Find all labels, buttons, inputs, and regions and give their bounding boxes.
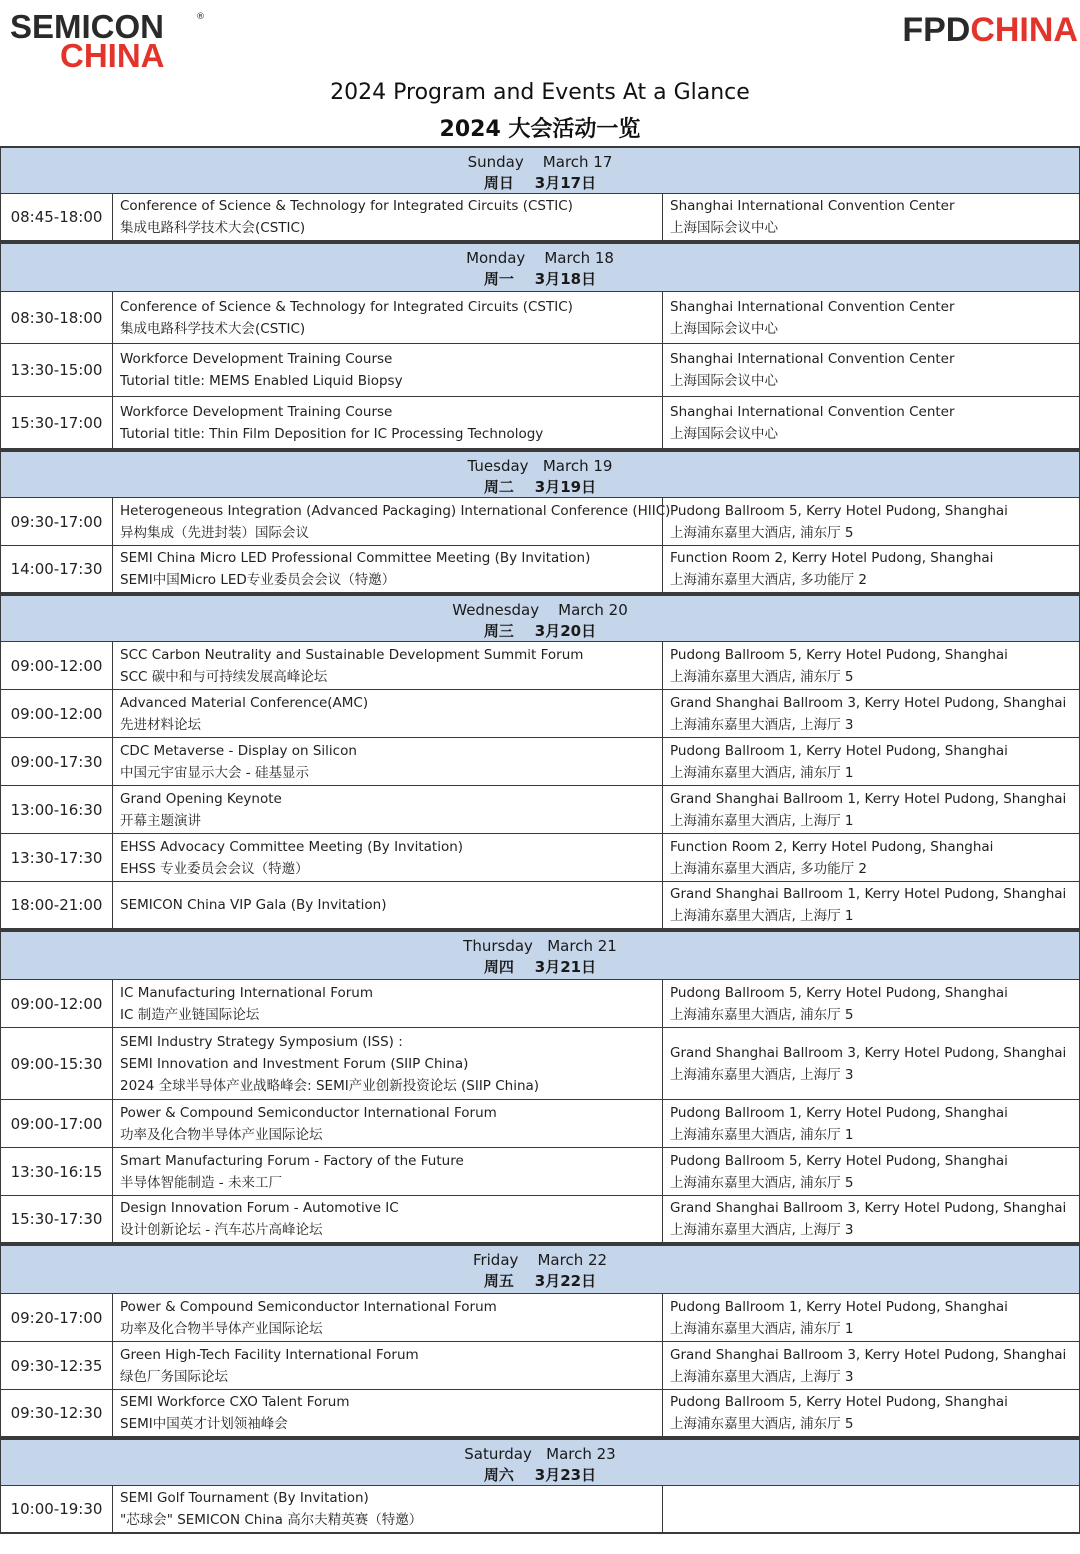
event-time: 09:00-17:00: [1, 1100, 113, 1147]
event-location-line: 上海浦东嘉里大酒店, 浦东厅 1: [670, 1320, 854, 1337]
event-location: [663, 397, 1079, 448]
event-location: [663, 786, 1079, 833]
event-time: 13:30-16:15: [1, 1148, 113, 1195]
event-time: 09:30-12:35: [1, 1342, 113, 1389]
event-row: [0, 1196, 1080, 1244]
day-header: [0, 930, 1080, 980]
event-location-line: Function Room 2, Kerry Hotel Pudong, Shanghai: [670, 550, 994, 566]
event-title-line: CDC Metaverse - Display on Silicon: [120, 742, 357, 759]
event-title-line: 先进材料论坛: [120, 716, 201, 733]
event-row: [0, 498, 1080, 546]
event-row: [0, 1100, 1080, 1148]
event-time: 13:00-16:30: [1, 786, 113, 833]
event-title-line: SCC 碳中和与可持续发展高峰论坛: [120, 668, 328, 685]
event-location: [663, 1390, 1079, 1436]
event-title-line: SEMICON China VIP Gala (By Invitation): [120, 897, 387, 913]
event-location-line: Grand Shanghai Ballroom 1, Kerry Hotel Pudong, Shanghai: [670, 886, 1067, 902]
event-location-line: Pudong Ballroom 5, Kerry Hotel Pudong, Shanghai: [670, 1394, 1008, 1410]
event-location-line: Pudong Ballroom 1, Kerry Hotel Pudong, Shanghai: [670, 1104, 1008, 1121]
event-title-line: 中国元宇宙显示大会 - 硅基显示: [120, 764, 309, 781]
event-location: [663, 738, 1079, 785]
event-title: [113, 738, 663, 785]
event-location-line: Pudong Ballroom 1, Kerry Hotel Pudong, Shanghai: [670, 1298, 1008, 1315]
event-location-line: Grand Shanghai Ballroom 3, Kerry Hotel Pudong, Shanghai: [670, 694, 1067, 711]
event-title: [113, 834, 663, 881]
event-time: 08:30-18:00: [1, 292, 113, 343]
event-location: [663, 546, 1079, 592]
event-title: [113, 498, 671, 545]
event-title-line: 2024 全球半导体产业战略峰会: SEMI产业创新投资论坛 (SIIP China): [120, 1077, 540, 1094]
event-location-line: 上海浦东嘉里大酒店, 上海厅 3: [670, 1066, 854, 1083]
event-time: 15:30-17:00: [1, 397, 113, 448]
event-location: [663, 1196, 1079, 1242]
event-time: 09:00-15:30: [1, 1028, 113, 1099]
event-title-line: Heterogeneous Integration (Advanced Packaging) International Conference (HIIC): [120, 502, 671, 519]
event-location: [663, 642, 1079, 689]
event-location-line: 上海国际会议中心: [670, 220, 778, 236]
event-time: 09:30-12:30: [1, 1390, 113, 1436]
event-location: [663, 194, 1079, 240]
event-location-line: Pudong Ballroom 1, Kerry Hotel Pudong, Shanghai: [670, 742, 1008, 759]
event-title: [113, 690, 663, 737]
event-location-line: 上海国际会议中心: [670, 425, 778, 442]
event-title-line: IC Manufacturing International Forum: [120, 984, 373, 1001]
event-title-line: Design Innovation Forum - Automotive IC: [120, 1200, 399, 1216]
day-header-en: Saturday March 23: [464, 1445, 616, 1463]
event-title: [113, 786, 663, 833]
event-location-line: 上海浦东嘉里大酒店, 浦东厅 1: [670, 764, 854, 781]
event-row: [0, 1148, 1080, 1196]
event-location-line: 上海浦东嘉里大酒店, 多功能厅 2: [670, 860, 867, 877]
day-header: [0, 1244, 1080, 1294]
logo-fpd-china-text: CHINA: [970, 11, 1078, 49]
day-header-zh: 周一 3月18日: [483, 270, 597, 288]
event-title: [113, 1390, 663, 1436]
event-row: [0, 980, 1080, 1028]
event-location-line: 上海浦东嘉里大酒店, 浦东厅 5: [670, 1006, 854, 1023]
day-header-en: Monday March 18: [466, 249, 614, 267]
event-time: 10:00-19:30: [1, 1486, 113, 1532]
event-title-line: SCC Carbon Neutrality and Sustainable Development Summit Forum: [120, 646, 584, 663]
event-title-line: 半导体智能制造 - 未来工厂: [120, 1174, 282, 1191]
event-location-line: Function Room 2, Kerry Hotel Pudong, Shanghai: [670, 838, 994, 855]
schedule-table: [0, 146, 1080, 1534]
day-header-en: Tuesday March 19: [467, 457, 613, 475]
event-row: [0, 1342, 1080, 1390]
event-location-line: 上海浦东嘉里大酒店, 浦东厅 1: [670, 1126, 854, 1143]
event-location-line: 上海浦东嘉里大酒店, 上海厅 1: [670, 908, 854, 924]
event-title-line: 功率及化合物半导体产业国际论坛: [120, 1320, 323, 1337]
event-title-line: IC 制造产业链国际论坛: [120, 1006, 260, 1023]
event-row: [0, 690, 1080, 738]
event-row: [0, 292, 1080, 344]
event-title-line: SEMI Workforce CXO Talent Forum: [120, 1394, 350, 1410]
event-title-line: 功率及化合物半导体产业国际论坛: [120, 1126, 323, 1143]
event-row: [0, 1486, 1080, 1534]
event-location: [663, 498, 1079, 545]
event-title: [113, 344, 663, 396]
event-title: [113, 642, 663, 689]
event-location-line: 上海浦东嘉里大酒店, 浦东厅 5: [670, 1174, 854, 1191]
event-title: [113, 1342, 663, 1389]
event-location-line: Shanghai International Convention Center: [670, 403, 955, 420]
day-header: [0, 146, 1080, 194]
day-header-en: Friday March 22: [472, 1251, 608, 1269]
event-row: [0, 397, 1080, 450]
event-title: [113, 1196, 663, 1242]
event-time: 13:30-17:30: [1, 834, 113, 881]
event-location: [663, 1294, 1079, 1341]
event-title-line: SEMI中国Micro LED专业委员会会议（特邀）: [120, 572, 396, 588]
event-title-line: Workforce Development Training Course: [120, 403, 393, 420]
day-header-en: Wednesday March 20: [452, 601, 628, 619]
event-title-line: Tutorial title: MEMS Enabled Liquid Biopsy: [120, 373, 403, 389]
event-row: [0, 194, 1080, 242]
event-location-line: 上海国际会议中心: [670, 373, 778, 389]
event-title-line: Smart Manufacturing Forum - Factory of the Future: [120, 1152, 464, 1169]
day-header-zh: 周三 3月20日: [483, 622, 597, 640]
day-header-zh: 周四 3月21日: [483, 958, 597, 976]
day-header-zh: 周五 3月22日: [483, 1272, 597, 1290]
event-location-line: Pudong Ballroom 5, Kerry Hotel Pudong, Shanghai: [670, 1152, 1008, 1169]
event-location-line: 上海浦东嘉里大酒店, 上海厅 3: [670, 716, 854, 733]
logo-registered-mark: ®: [196, 12, 205, 22]
event-title-line: Workforce Development Training Course: [120, 351, 393, 367]
event-time: 13:30-15:00: [1, 344, 113, 396]
event-row: [0, 642, 1080, 690]
event-location-line: 上海国际会议中心: [670, 320, 778, 337]
event-title: [113, 1100, 663, 1147]
day-header-en: Sunday March 17: [467, 153, 613, 171]
event-location: [663, 834, 1079, 881]
event-title-line: 异构集成（先进封装）国际会议: [120, 524, 309, 541]
event-location-line: Pudong Ballroom 5, Kerry Hotel Pudong, Shanghai: [670, 646, 1008, 663]
event-title-line: Grand Opening Keynote: [120, 790, 282, 807]
event-location: [663, 1028, 1079, 1099]
event-title-line: Power & Compound Semiconductor International Forum: [120, 1104, 497, 1121]
event-time: 15:30-17:30: [1, 1196, 113, 1242]
event-location-line: Shanghai International Convention Center: [670, 351, 955, 367]
event-time: 09:20-17:00: [1, 1294, 113, 1341]
event-title-line: SEMI China Micro LED Professional Committee Meeting (By Invitation): [120, 550, 591, 566]
event-location: [663, 882, 1079, 928]
event-row: [0, 1028, 1080, 1100]
event-location-line: Pudong Ballroom 5, Kerry Hotel Pudong, Shanghai: [670, 984, 1008, 1001]
event-title-line: SEMI中国英才计划领袖峰会: [120, 1416, 288, 1432]
event-title: [113, 397, 663, 448]
event-location-line: Pudong Ballroom 5, Kerry Hotel Pudong, Shanghai: [670, 502, 1008, 519]
event-location-line: Shanghai International Convention Center: [670, 198, 955, 214]
event-title-line: Conference of Science & Technology for Integrated Circuits (CSTIC): [120, 298, 573, 315]
event-time: 14:00-17:30: [1, 546, 113, 592]
event-title-line: SEMI Innovation and Investment Forum (SIIP China): [120, 1055, 469, 1072]
event-row: [0, 344, 1080, 397]
event-location-line: Shanghai International Convention Center: [670, 298, 955, 315]
fpd-china-logo: [902, 12, 1078, 48]
event-title-line: 集成电路科学技术大会(CSTIC): [120, 320, 306, 337]
event-time: 09:00-12:00: [1, 642, 113, 689]
event-row: [0, 738, 1080, 786]
event-location: [663, 344, 1079, 396]
event-location-line: 上海浦东嘉里大酒店, 浦东厅 5: [670, 1416, 854, 1432]
event-title-line: Advanced Material Conference(AMC): [120, 694, 369, 711]
event-location: [663, 292, 1079, 343]
day-header-zh: 周二 3月19日: [483, 478, 597, 496]
event-title-line: SEMI Industry Strategy Symposium (ISS) :: [120, 1033, 403, 1050]
event-location-line: Grand Shanghai Ballroom 3, Kerry Hotel Pudong, Shanghai: [670, 1346, 1067, 1363]
event-time: 09:30-17:00: [1, 498, 113, 545]
event-location: [663, 1100, 1079, 1147]
event-time: 08:45-18:00: [1, 194, 113, 240]
event-title: [113, 292, 663, 343]
event-location: [663, 690, 1079, 737]
event-title-line: EHSS Advocacy Committee Meeting (By Invitation): [120, 838, 464, 855]
day-header: [0, 1438, 1080, 1486]
logo-china-text: CHINA: [60, 37, 165, 74]
page-title-en: 2024 Program and Events At a Glance: [330, 80, 750, 105]
event-row: [0, 834, 1080, 882]
event-location: [663, 1148, 1079, 1195]
event-title-line: 设计创新论坛 - 汽车芯片高峰论坛: [120, 1222, 323, 1238]
event-title: [113, 1148, 663, 1195]
event-title-line: Green High-Tech Facility International Forum: [120, 1346, 419, 1363]
day-header-zh: 周日 3月17日: [483, 174, 597, 192]
event-title-line: SEMI Golf Tournament (By Invitation): [120, 1490, 369, 1506]
event-time: 09:00-17:30: [1, 738, 113, 785]
event-title: [113, 546, 663, 592]
event-location-line: 上海浦东嘉里大酒店, 上海厅 3: [670, 1368, 854, 1385]
event-location-line: 上海浦东嘉里大酒店, 多功能厅 2: [670, 572, 867, 588]
event-location: [663, 1342, 1079, 1389]
event-location-line: 上海浦东嘉里大酒店, 上海厅 3: [670, 1222, 854, 1238]
day-header-zh: 周六 3月23日: [483, 1466, 597, 1484]
event-location-line: 上海浦东嘉里大酒店, 上海厅 1: [670, 812, 854, 829]
day-header-en: Thursday March 21: [463, 937, 617, 955]
logo-fpd-text: FPD: [902, 11, 971, 49]
event-location-line: Grand Shanghai Ballroom 1, Kerry Hotel Pudong, Shanghai: [670, 790, 1067, 807]
event-title-line: 绿色厂务国际论坛: [120, 1368, 228, 1385]
event-title: [113, 194, 663, 240]
event-time: 18:00-21:00: [1, 882, 113, 928]
event-title: [113, 1294, 663, 1341]
event-title: [113, 882, 663, 928]
event-row: [0, 1294, 1080, 1342]
event-location-line: Grand Shanghai Ballroom 3, Kerry Hotel Pudong, Shanghai: [670, 1200, 1067, 1216]
event-location-line: Grand Shanghai Ballroom 3, Kerry Hotel Pudong, Shanghai: [670, 1044, 1067, 1061]
event-title-line: 开幕主题演讲: [120, 812, 201, 829]
event-title-line: "芯球会" SEMICON China 高尔夫精英赛（特邀）: [120, 1512, 423, 1528]
event-time: 09:00-12:00: [1, 690, 113, 737]
day-header: [0, 450, 1080, 498]
event-location-line: 上海浦东嘉里大酒店, 浦东厅 5: [670, 524, 854, 541]
event-row: [0, 882, 1080, 930]
page-title-zh: 2024 大会活动一览: [439, 117, 641, 142]
event-location: [663, 980, 1079, 1027]
event-row: [0, 786, 1080, 834]
event-row: [0, 1390, 1080, 1438]
event-title-line: EHSS 专业委员会会议（特邀）: [120, 860, 309, 877]
day-header: [0, 594, 1080, 642]
event-title-line: Tutorial title: Thin Film Deposition for IC Processing Technology: [120, 425, 544, 442]
day-header: [0, 242, 1080, 292]
semicon-china-logo: [10, 10, 210, 72]
event-title-line: Conference of Science & Technology for Integrated Circuits (CSTIC): [120, 198, 573, 214]
event-location-line: 上海浦东嘉里大酒店, 浦东厅 5: [670, 668, 854, 685]
event-title: [113, 1028, 663, 1099]
event-location: [663, 1486, 1079, 1532]
event-title: [113, 980, 663, 1027]
event-row: [0, 546, 1080, 594]
event-title-line: Power & Compound Semiconductor International Forum: [120, 1298, 497, 1315]
logo-semicon-text: SEMICON: [10, 8, 165, 45]
event-title-line: 集成电路科学技术大会(CSTIC): [120, 220, 306, 236]
event-time: 09:00-12:00: [1, 980, 113, 1027]
event-title: [113, 1486, 663, 1532]
